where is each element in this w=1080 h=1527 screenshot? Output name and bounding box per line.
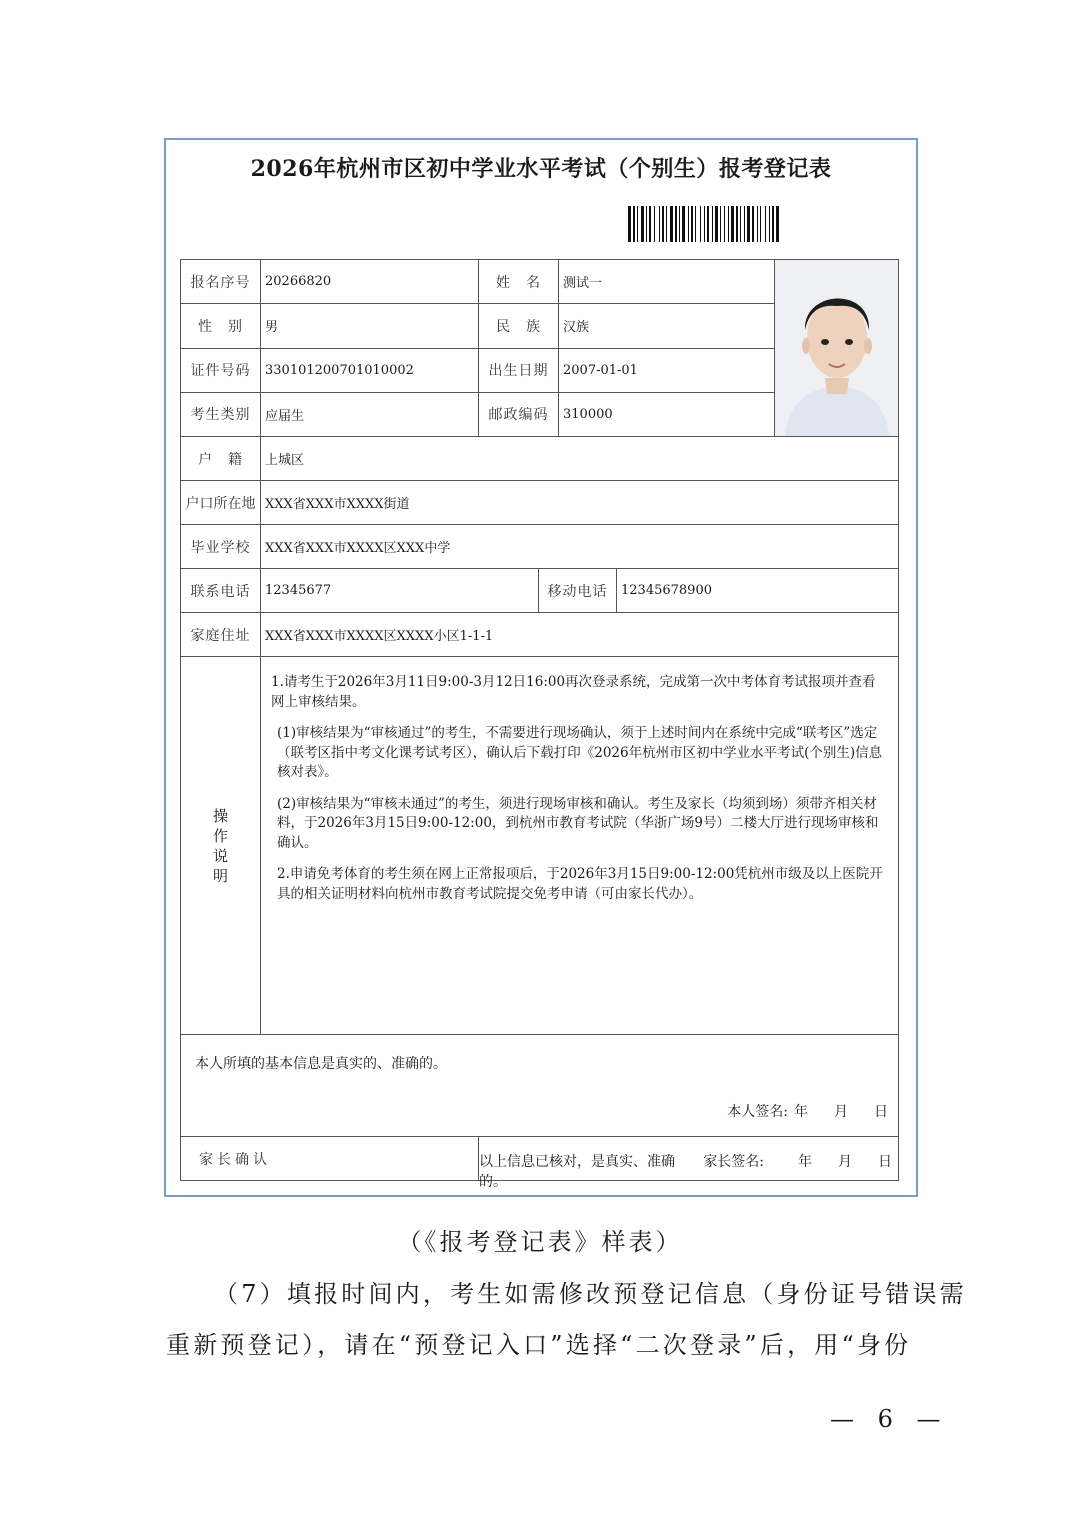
address-value: XXX省XXX市XXXX区XXXX小区1-1-1 <box>261 613 899 657</box>
gender-label: 性 别 <box>181 304 261 348</box>
gender-value: 男 <box>261 304 479 348</box>
barcode-bar <box>646 206 647 242</box>
barcode-bar <box>728 206 729 242</box>
barcode-bar <box>776 206 779 242</box>
declaration-cell <box>181 1035 899 1137</box>
category-value: 应届生 <box>261 392 479 436</box>
barcode-bar <box>637 206 638 242</box>
parent-sign-label: 家长签名: <box>703 1154 765 1170</box>
barcode-bar <box>662 206 664 242</box>
barcode-bar <box>682 206 685 242</box>
form-title: 2026年杭州市区初中学业水平考试（个别生）报考登记表 <box>250 156 832 182</box>
registration-form-table <box>180 259 899 1190</box>
barcode-bar <box>688 206 689 242</box>
barcode-bar <box>700 206 701 242</box>
parent-sign-date: 年 月 日 <box>798 1154 899 1170</box>
barcode-bar <box>769 206 770 242</box>
body-paragraph-line-1: （7）填报时间内，考生如需修改预登记信息（身份证号错误需 <box>214 1280 967 1308</box>
parent-confirm-cell <box>479 1137 899 1190</box>
ethnicity-label: 民 族 <box>479 304 559 348</box>
parent-confirm-label: 家长确认 <box>181 1137 479 1181</box>
huji-value: 上城区 <box>261 437 899 481</box>
note-paragraph-4: 2.申请免考体育的考生须在网上正常报项后，于2026年3月15日9:00-12:00凭杭州市级及以上医院开具的相关证明材料向杭州市教育考试院提交免考申请（可由家长代办）。 <box>277 866 883 902</box>
mobile-label: 移动电话 <box>539 569 617 613</box>
barcode-bar <box>772 206 774 242</box>
barcode-bar <box>720 206 721 242</box>
barcode-bar <box>736 206 738 242</box>
barcode <box>628 206 886 242</box>
notes-label-char: 操 <box>212 806 228 825</box>
note-paragraph-1: 1.请考生于2026年3月11日9:00-3月12日16:00再次登录系统，完成第一次中考体育考试报项并查看网上审核结果。 <box>271 674 876 710</box>
phone-value: 12345677 <box>261 569 539 613</box>
barcode-bar <box>670 206 673 242</box>
reg-no-label: 报名序号 <box>181 260 261 304</box>
barcode-bar <box>641 206 644 242</box>
self-sign-label: 本人签名: <box>727 1104 789 1120</box>
page-number: — 6 — <box>830 1405 949 1433</box>
hukou-value: XXX省XXX市XXXX街道 <box>261 481 899 525</box>
barcode-bar <box>704 206 705 242</box>
student-photo <box>775 260 898 436</box>
reg-no-value: 20266820 <box>261 260 479 304</box>
huji-label: 户 籍 <box>181 437 261 481</box>
barcode-bar <box>740 206 741 242</box>
barcode-bar <box>654 206 655 242</box>
notes-content <box>261 657 899 1035</box>
barcode-bar <box>633 206 635 242</box>
barcode-bar <box>666 206 667 242</box>
barcode-bar <box>712 206 713 242</box>
address-label: 家庭住址 <box>181 613 261 657</box>
parent-confirm-text: 以上信息已核对，是真实、准确的。 <box>479 1154 675 1190</box>
school-label: 毕业学校 <box>181 525 261 569</box>
declaration-text: 本人所填的基本信息是真实的、准确的。 <box>195 1056 447 1072</box>
postal-value: 310000 <box>559 392 775 436</box>
notes-label-char: 明 <box>212 866 228 885</box>
name-value: 测试一 <box>559 260 775 304</box>
dob-value: 2007-01-01 <box>559 348 775 392</box>
barcode-bar <box>628 206 631 242</box>
barcode-bar <box>695 206 696 242</box>
barcode-bar <box>765 206 766 242</box>
barcode-bar <box>675 206 677 242</box>
id-label: 证件号码 <box>181 348 261 392</box>
ethnicity-value: 汉族 <box>559 304 775 348</box>
barcode-bar <box>691 206 693 242</box>
hukou-label: 户口所在地 <box>181 481 261 525</box>
id-value: 330101200701010002 <box>261 348 479 392</box>
barcode-bar <box>744 206 745 242</box>
barcode-bar <box>731 206 734 242</box>
notes-label-char: 说 <box>212 846 228 865</box>
barcode-bar <box>679 206 680 242</box>
body-paragraph-line-2: 重新预登记），请在“预登记入口”选择“二次登录”后，用“身份 <box>166 1331 912 1359</box>
postal-label: 邮政编码 <box>479 392 559 436</box>
name-label: 姓 名 <box>479 260 559 304</box>
barcode-bar <box>757 206 758 242</box>
category-label: 考生类别 <box>181 392 261 436</box>
note-paragraph-2: (1)审核结果为“审核通过”的考生，不需要进行现场确认，须于上述时间内在系统中完成“联考区”选定（联考区指中考文化课考试考区），确认后下载打印《2026年杭州市区初中学业水平考试(个别生)信息核对表》。 <box>277 725 883 780</box>
note-paragraph-3: (2)审核结果为“审核未通过”的考生，须进行现场审核和确认。考生及家长（均须到场）须带齐相关材料，于2026年3月15日9:00-12:00，到杭州市教育考试院（华浙广场9号）二楼大厅进行现场审核和确认。 <box>277 795 879 851</box>
barcode-bar <box>649 206 651 242</box>
figure-caption: （《报考登记表》样表） <box>397 1228 683 1256</box>
barcode-bar <box>707 206 709 242</box>
barcode-bar <box>760 206 761 242</box>
phone-label: 联系电话 <box>181 569 261 613</box>
barcode-bar <box>747 206 750 242</box>
notes-label <box>181 657 261 1035</box>
mobile-value: 12345678900 <box>617 569 899 613</box>
notes-label-char: 作 <box>212 826 228 845</box>
school-value: XXX省XXX市XXXX区XXX中学 <box>261 525 899 569</box>
barcode-bar <box>715 206 718 242</box>
photo-cell <box>775 260 899 437</box>
self-sign-date: 年 月 日 <box>794 1104 895 1120</box>
barcode-bar <box>724 206 725 242</box>
barcode-bar <box>752 206 754 242</box>
dob-label: 出生日期 <box>479 348 559 392</box>
barcode-bar <box>659 206 660 242</box>
